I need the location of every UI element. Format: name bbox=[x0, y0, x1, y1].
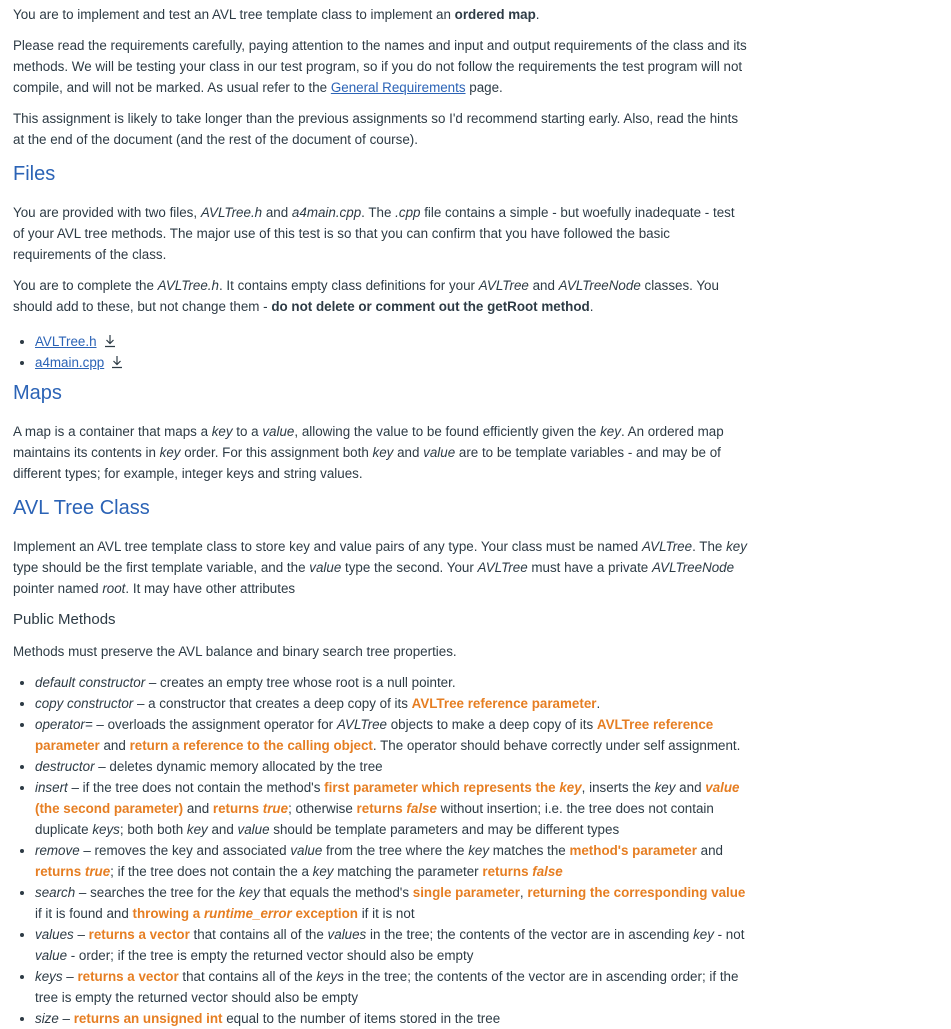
method-remove: • remove – removes the key and associated value from the tree where the key matches the method's parameter and returns true; if the tree does not contain the a key matching the parameter returns false bbox=[35, 840, 748, 882]
method-size: • size – returns an unsigned int equal to the number of items stored in the tree bbox=[35, 1008, 748, 1029]
method-insert: • insert – if the tree does not contain the method's first parameter which represents the key, inserts the key and value (the second parameter) and returns true; otherwise returns false without insertion; i.e. the tree does not contain duplicate keys; both both key and value should be template parameters and may be different types bbox=[35, 777, 748, 840]
method-copy-constructor: • copy constructor – a constructor that creates a deep copy of its AVLTree reference parameter. bbox=[35, 693, 748, 714]
method-default-constructor: • default constructor – creates an empty tree whose root is a null pointer. bbox=[35, 672, 748, 693]
method-destructor: • destructor – deletes dynamic memory allocated by the tree bbox=[35, 756, 748, 777]
intro-paragraph-1: You are to implement and test an AVL tree template class to implement an ordered map. bbox=[13, 7, 540, 22]
file-download-list bbox=[13, 331, 748, 373]
files-heading: Files bbox=[13, 163, 56, 185]
download-icon[interactable] bbox=[103, 334, 117, 348]
avl-paragraph-2: Methods must preserve the AVL balance and binary search tree properties. bbox=[13, 644, 457, 659]
files-paragraph-1: You are provided with two files, AVLTree.h and a4main.cpp. The .cpp file contains a simple - but woefully inadequate - test of your AVL tree methods. The major use of this test is so that you can confirm that you have followed the basic requirements of the class. bbox=[13, 205, 735, 262]
maps-paragraph: A map is a container that maps a key to a value, allowing the value to be found efficiently given the key. An ordered map maintains its contents in key order. For this assignment both key and value are to be template variables - and may be of different types; for example, integer keys and string values. bbox=[13, 424, 724, 481]
avl-paragraph-1: Implement an AVL tree template class to store key and value pairs of any type. Your class must be named AVLTree. The key type should be the first template variable, and the value type the second. Your AVLTree must have a private AVLTreeNode pointer named root. It may have other attributes bbox=[13, 539, 747, 596]
file-item-a4main-cpp bbox=[35, 352, 748, 373]
download-icon[interactable] bbox=[110, 355, 124, 369]
method-keys: • keys – returns a vector that contains all of the keys in the tree; the contents of the vector are in ascending order; if the tree is empty the returned vector should also be empty bbox=[35, 966, 748, 1008]
a4main-cpp-link[interactable]: a4main.cpp bbox=[35, 355, 105, 370]
method-search: • search – searches the tree for the key that equals the method's single parameter, returning the corresponding value if it is found and throwing a runtime_error exception if it is not bbox=[35, 882, 748, 924]
maps-heading: Maps bbox=[13, 382, 62, 404]
methods-list bbox=[13, 672, 748, 1029]
general-requirements-link[interactable]: General Requirements bbox=[330, 80, 466, 95]
intro-paragraph-2: Please read the requirements carefully, paying attention to the names and input and output requirements of the class and its methods. We will be testing your class in our test program, so if you do not follow the requirements the test program will not compile, and will not be marked. As usual refer to the General Requirements page. bbox=[13, 38, 747, 95]
public-methods-subheading: Public Methods bbox=[13, 611, 116, 628]
avltree-h-link[interactable]: AVLTree.h bbox=[35, 334, 97, 349]
method-values: • values – returns a vector that contains all of the values in the tree; the contents of the vector are in ascending key - not value - order; if the tree is empty the returned vector should also be empty bbox=[35, 924, 748, 966]
file-item-avltree-h bbox=[35, 331, 748, 352]
avl-tree-class-heading: AVL Tree Class bbox=[13, 497, 150, 519]
intro-paragraph-3: This assignment is likely to take longer than the previous assignments so I'd recommend starting early. Also, read the hints at the end of the document (and the rest of the document of course). bbox=[13, 111, 739, 147]
files-paragraph-2: You are to complete the AVLTree.h. It contains empty class definitions for your AVLTree and AVLTreeNode classes. You should add to these, but not change them - do not delete or comment out the getRoot method. bbox=[13, 278, 719, 314]
method-operator-assign: • operator= – overloads the assignment operator for AVLTree objects to make a deep copy of its AVLTree reference parameter and return a reference to the calling object. The operator should behave correctly under self assignment. bbox=[35, 714, 748, 756]
